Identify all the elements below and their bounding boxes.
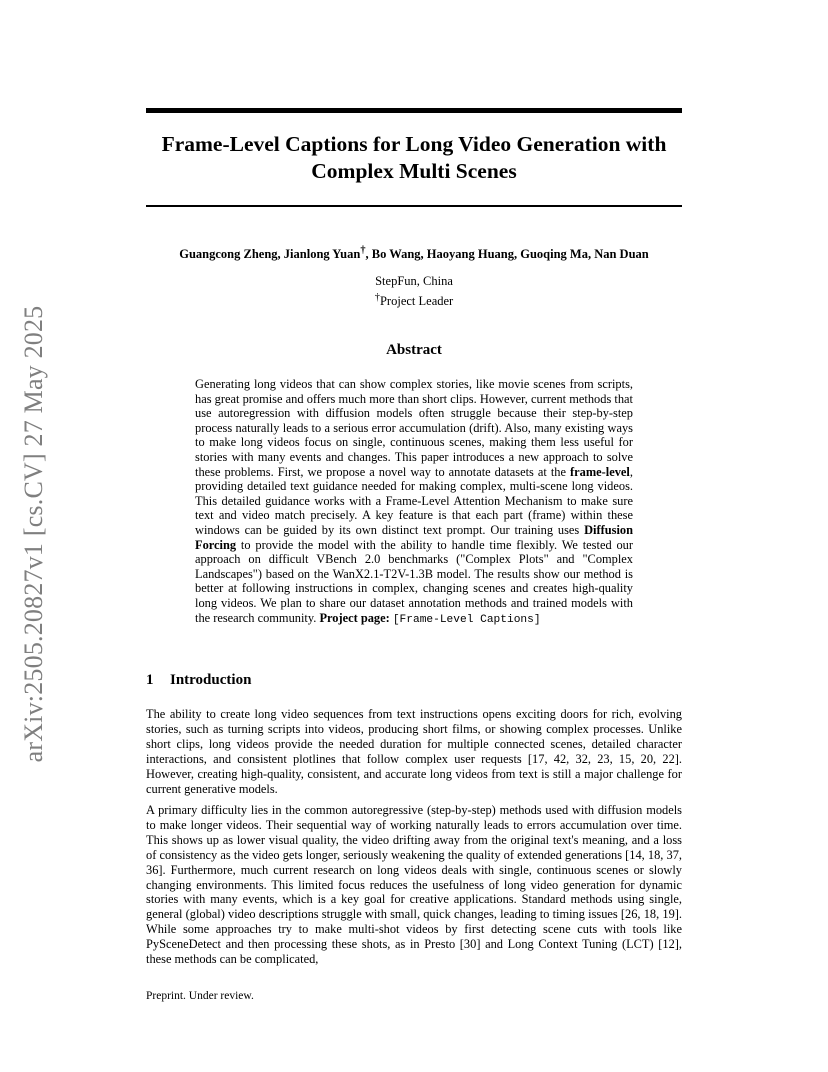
authors-part-2: , Bo Wang, Haoyang Huang, Guoqing Ma, Nan Duan	[365, 247, 649, 262]
project-leader-note	[146, 290, 682, 310]
abstract-heading: Abstract	[386, 342, 442, 358]
abstract-bold-frame-level: frame-level	[570, 464, 630, 479]
preprint-footer-note: Preprint. Under review.	[146, 990, 254, 1002]
section-title: Introduction	[170, 672, 252, 688]
leader-note-text: Project Leader	[379, 293, 454, 308]
abstract-text-2: , providing detailed text guidance needed for making complex, multi-scene long videos. This detailed guidance works with a Frame-Level Attention Mechanism to make sure text and video match precisely. A key feature is that each part (frame) within these windows can be guided by its own distinct text prompt. Our training uses	[195, 464, 633, 537]
title-top-rule	[146, 108, 682, 113]
introduction-paragraph-1: The ability to create long video sequences from text instructions opens exciting doors for rich, evolving stories, such as turning scripts into videos, producing short films, or showing complex processes. Unlike short clips, long videos provide the needed duration for multiple connected scenes, detailed character interactions, and consistent plotlines that follow complex user requests [17, 42, 32, 23, 15, 20, 22]. However, creating high-quality, consistent, and accurate long videos from text is still a major challenge for current generative models.	[146, 707, 682, 796]
abstract-bold-diffusion-forcing: Diffusion Forcing	[195, 522, 633, 552]
project-page-link[interactable]: [Frame-Level Captions]	[392, 613, 541, 626]
affiliation: StepFun, China	[375, 274, 453, 288]
abstract-text-3: to provide the model with the ability to handle time flexibly. We tested our approach on difficult VBench 2.0 benchmarks ("Complex Plots" and "Complex Landscapes") based on the WanX2.1-T2V-1.3B model. The results show our method is better at following instructions in complex, changing scenes and creates high-quality long videos. We plan to share our dataset annotation methods and trained models with the research community.	[195, 537, 633, 625]
abstract-text-1: Generating long videos that can show complex stories, like movie scenes from scripts, has great promise and offers much more than short clips. However, current methods that use autoregression with diffusion models often struggle because their step-by-step process naturally leads to a serious error accumulation (drift). Also, many existing ways to make long videos focus on single, continuous scenes, making them less useful for stories with many events and changes. This paper introduces a new approach to solve these problems. First, we propose a novel way to annotate datasets at the	[195, 377, 633, 479]
project-page-label: Project page:	[319, 610, 390, 625]
title-bottom-rule	[146, 205, 682, 207]
introduction-paragraph-2: A primary difficulty lies in the common autoregressive (step-by-step) methods used with diffusion models to make longer videos. Their sequential way of working naturally leads to errors accumulation over time. This shows up as lower visual quality, the video drifting away from the original text's meaning, and a loss of consistency as the video gets longer, seriously weakening the quality of extended generations [14, 18, 37, 36]. Furthermore, much current research on long videos deals with single, continuous scenes or slowly changing environments. This limited focus reduces the usefulness of long video generation for dynamic stories with many events, which is a key goal for creative applications. Standard methods using single, general (global) video descriptions struggle with small, quick changes, leading to timing issues [26, 18, 19]. While some approaches try to make multi-shot videos by first detecting scene cuts with tools like PySceneDetect and then processing these shots, as in Presto [30] and Long Context Tuning (LCT) [12], these methods can be complicated,	[146, 803, 682, 967]
author-list	[146, 243, 682, 262]
leader-note-mark: †	[374, 291, 380, 303]
introduction-heading	[146, 672, 251, 689]
arxiv-identifier-stamp: arXiv:2505.20827v1 [cs.CV] 27 May 2025	[19, 305, 48, 763]
abstract-body	[195, 377, 633, 627]
affiliation-block	[146, 274, 682, 309]
authors-part-1: Guangcong Zheng, Jianlong Yuan	[179, 247, 361, 262]
paper-title: Frame-Level Captions for Long Video Generation with Complex Multi Scenes	[161, 132, 667, 183]
section-number: 1	[146, 672, 154, 688]
project-leader-mark: †	[360, 245, 366, 256]
